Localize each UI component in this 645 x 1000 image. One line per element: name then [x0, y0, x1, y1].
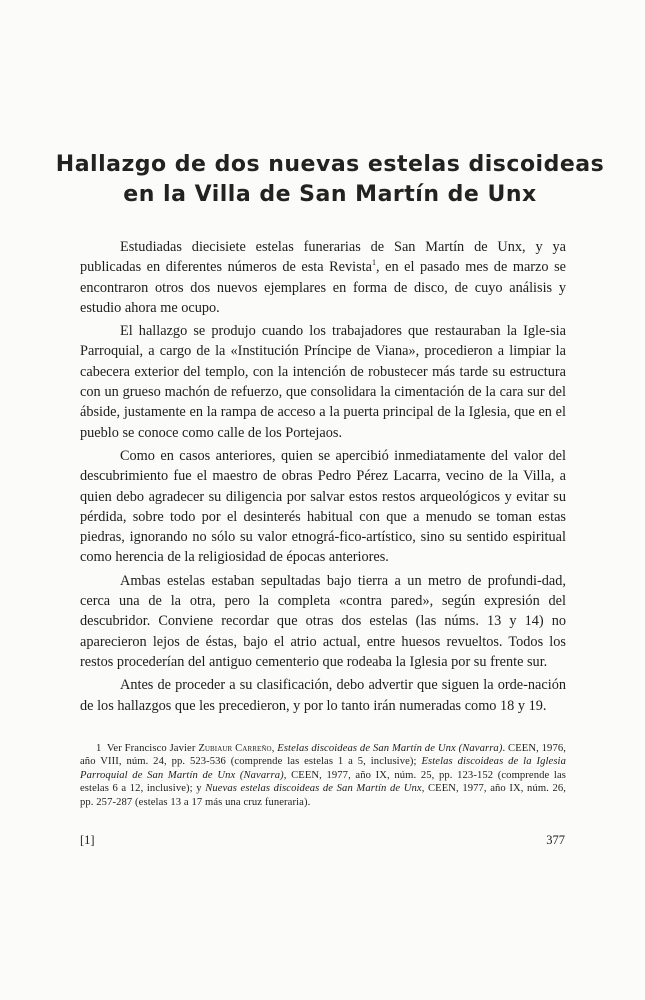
paragraph-2: El hallazgo se produjo cuando los trabajadores que restauraban la Igle-sia Parroquial, a cargo de la «Institución Príncipe de Viana», procedieron a limpiar la cabecera exterior del templo, con la intención de robustecer más tarde su estructura con un grueso machón de refuerzo, que consolidara la cimentación de la cara sur del ábside, justamente en la rampa de acceso a la puerta principal de la Iglesia, que en el pueblo se conoce como calle de los Portejaos. — [80, 323, 566, 441]
footnote-ref-3: , CEEN, 1977, año IX, núm. 26, pp. 257-287 (estelas 13 a 17 más una cruz funeraria). — [80, 783, 567, 808]
paragraph-1 — [80, 237, 566, 318]
footnote-title-2: Estelas discoideas de la Iglesia Parroquial de San Martín de Unx (Navarra) — [80, 756, 566, 781]
footnote-ref-2: , CEEN, 1977, año IX, núm. 25, pp. 123-152 (comprende las estelas 6 a 12, inclusive); y — [80, 769, 567, 795]
footnote-title-3: Nuevas estelas discoideas de San Martín de Unx — [205, 783, 422, 795]
paragraph-5: Antes de proceder a su clasificación, debo advertir que siguen la orde-nación de los hallazgos que les precedieron, y por lo tanto irán numeradas como 18 y 19. — [80, 677, 566, 714]
footnote-number: 1 — [96, 743, 102, 754]
footnote-ref-1: . CEEN, 1976, año VIII, núm. 24, pp. 523-536 (comprende las estelas 1 a 5, inclusive); — [80, 743, 566, 768]
page-number: 377 — [546, 833, 565, 847]
article-body — [80, 237, 566, 716]
footnote-lead: Ver Francisco Javier — [106, 743, 196, 754]
section-marker: [1] — [80, 833, 95, 847]
paragraph-4: Ambas estelas estaban sepultadas bajo tierra a un metro de profundi-dad, cerca una de la otra, pero la completa «contra pared», según expresión del descubridor. Conviene recordar que otras dos estelas (las núms. 13 y 14) no aparecieron lejos de éstas, bajo el atrio actual, entre huesos revueltos. Todos los restos procederían del antiguo cementerio que rodeaba la Iglesia por su frente sur. — [80, 572, 566, 670]
footnote-author: Zubiaur Carreño — [198, 743, 272, 754]
title-line-2: en la Villa de San Martín de Unx — [123, 182, 537, 207]
paragraph-1-text-b: , en el pasado mes de marzo se encontraron otros dos nuevos ejemplares en forma de disco, de cuyo análisis y estudio ahora me ocupo. — [80, 259, 566, 316]
paragraph-1-text-a: Estudiadas diecisiete estelas funerarias de San Martín de Unx, y ya publicadas en diferentes números de esta Revista — [80, 239, 566, 276]
footnote-reference: 1 — [372, 258, 377, 268]
paragraph-3: Como en casos anteriores, quien se apercibió inmediatamente del valor del descubrimiento fue el maestro de obras Pedro Pérez Lacarra, vecino de la Villa, a quien debo agradecer su diligencia por salvar estos restos arqueológicos y evitar su pérdida, sobre todo por el desinterés habitual con que a menudo se toman estas piedras, ignorando no sólo su valor etnográ-fico-artístico, sino su sentido espiritual como herencia de la religiosidad de épocas anteriores. — [80, 447, 566, 566]
title-line-1: Hallazgo de dos nuevas estelas discoideas — [55, 152, 605, 177]
footnote-title-1: Estelas discoideas de San Martín de Unx (Navarra) — [277, 743, 503, 754]
footnote: 1 Ver Francisco Javier Zubiaur Carreño, Estelas discoideas de San Martín de Unx (Navarra). CEEN, 1976, año VIII, núm. 24, pp. 523-536 (comprende las estelas 1 a 5, inclusive); Estelas discoideas de la Iglesia Parroquial de San Martín de Unx (Navarra), CEEN, 1977, año IX, núm. 25, pp. 123-152 (comprende las estelas 6 a 12, inclusive); y Nuevas estelas discoideas de San Martín de Unx, CEEN, 1977, año IX, núm. 26, pp. 257-287 (estelas 13 a 17 más una cruz funeraria). — [80, 743, 567, 808]
article-title — [40, 150, 620, 210]
